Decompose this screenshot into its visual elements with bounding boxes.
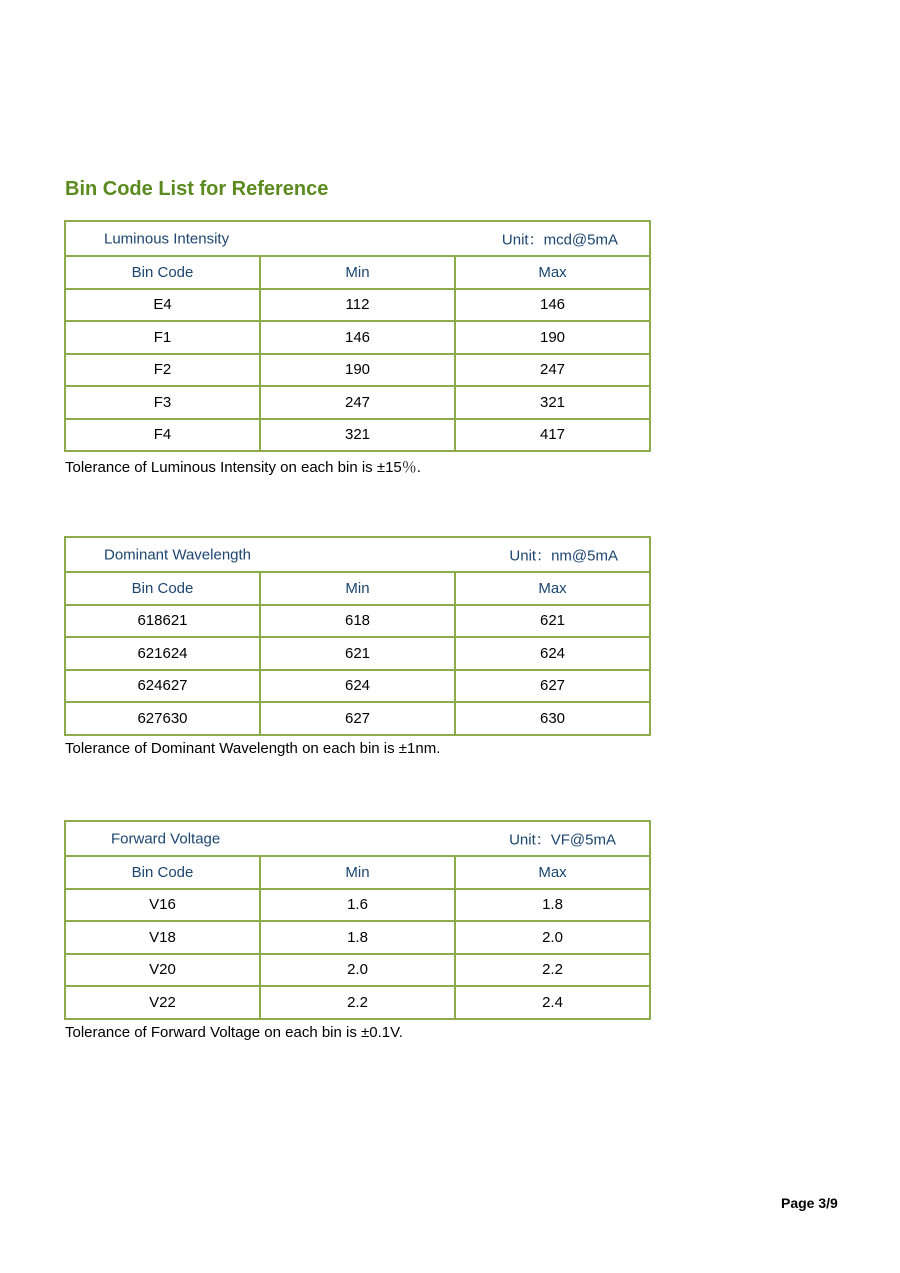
table-row (65, 954, 650, 987)
max-cell: 247 (455, 354, 650, 387)
max-cell: 2.0 (455, 921, 650, 954)
table-row (65, 889, 650, 922)
forward-voltage-tolerance-note: Tolerance of Forward Voltage on each bin is ±0.1V. (65, 1024, 403, 1041)
max-cell: 627 (455, 670, 650, 703)
bin-code-cell: F1 (65, 321, 260, 354)
min-cell: 247 (260, 386, 455, 419)
table-row (65, 921, 650, 954)
bin-code-cell: V22 (65, 986, 260, 1019)
column-header-min: Min (260, 572, 455, 605)
table-label: Forward Voltage (111, 830, 221, 847)
max-cell: 2.2 (455, 954, 650, 987)
min-cell: 190 (260, 354, 455, 387)
table-header-cell (65, 221, 650, 256)
min-cell: 1.6 (260, 889, 455, 922)
bin-code-cell: 627630 (65, 702, 260, 735)
max-cell: 417 (455, 419, 650, 452)
table-header-row (65, 221, 650, 256)
min-cell: 624 (260, 670, 455, 703)
min-cell: 2.0 (260, 954, 455, 987)
column-header-max: Max (455, 256, 650, 289)
bin-code-cell: F3 (65, 386, 260, 419)
column-header-min: Min (260, 856, 455, 889)
min-cell: 618 (260, 605, 455, 638)
table-row (65, 637, 650, 670)
page-title: Bin Code List for Reference (65, 178, 329, 200)
column-header-row (65, 856, 650, 889)
column-header-max: Max (455, 572, 650, 605)
table-row (65, 702, 650, 735)
column-header-row (65, 572, 650, 605)
table-header-cell (65, 537, 650, 572)
bin-code-cell: 621624 (65, 637, 260, 670)
column-header-row (65, 256, 650, 289)
table-row (65, 289, 650, 322)
column-header-bin-code: Bin Code (65, 572, 260, 605)
table-header-cell (65, 821, 650, 856)
bin-code-cell: F4 (65, 419, 260, 452)
bin-code-cell: V16 (65, 889, 260, 922)
table-header-row (65, 821, 650, 856)
max-cell: 2.4 (455, 986, 650, 1019)
table-row (65, 605, 650, 638)
bin-code-cell: 624627 (65, 670, 260, 703)
max-cell: 1.8 (455, 889, 650, 922)
table-unit: Unit：nm@5mA (509, 547, 618, 564)
bin-code-cell: E4 (65, 289, 260, 322)
dominant-wavelength-table (64, 536, 651, 736)
table-row (65, 670, 650, 703)
max-cell: 190 (455, 321, 650, 354)
luminous-intensity-tolerance-note: Tolerance of Luminous Intensity on each bin is ±15％. (65, 459, 421, 476)
max-cell: 630 (455, 702, 650, 735)
bin-code-cell: V20 (65, 954, 260, 987)
table-row (65, 321, 650, 354)
table-unit: Unit：VF@5mA (509, 831, 616, 848)
table-label: Luminous Intensity (104, 230, 230, 247)
min-cell: 112 (260, 289, 455, 322)
table-row (65, 386, 650, 419)
min-cell: 621 (260, 637, 455, 670)
table-row (65, 419, 650, 452)
min-cell: 146 (260, 321, 455, 354)
dominant-wavelength-tolerance-note: Tolerance of Dominant Wavelength on each bin is ±1nm. (65, 740, 441, 757)
column-header-bin-code: Bin Code (65, 256, 260, 289)
min-cell: 627 (260, 702, 455, 735)
min-cell: 1.8 (260, 921, 455, 954)
max-cell: 621 (455, 605, 650, 638)
bin-code-cell: F2 (65, 354, 260, 387)
column-header-min: Min (260, 256, 455, 289)
page-number: Page 3/9 (781, 1195, 838, 1211)
column-header-bin-code: Bin Code (65, 856, 260, 889)
max-cell: 146 (455, 289, 650, 322)
forward-voltage-table (64, 820, 651, 1020)
bin-code-cell: V18 (65, 921, 260, 954)
max-cell: 624 (455, 637, 650, 670)
table-label: Dominant Wavelength (104, 546, 252, 563)
column-header-max: Max (455, 856, 650, 889)
table-row (65, 986, 650, 1019)
max-cell: 321 (455, 386, 650, 419)
table-unit: Unit：mcd@5mA (501, 231, 618, 248)
min-cell: 321 (260, 419, 455, 452)
table-row (65, 354, 650, 387)
table-header-row (65, 537, 650, 572)
bin-code-cell: 618621 (65, 605, 260, 638)
min-cell: 2.2 (260, 986, 455, 1019)
luminous-intensity-table (64, 220, 651, 452)
